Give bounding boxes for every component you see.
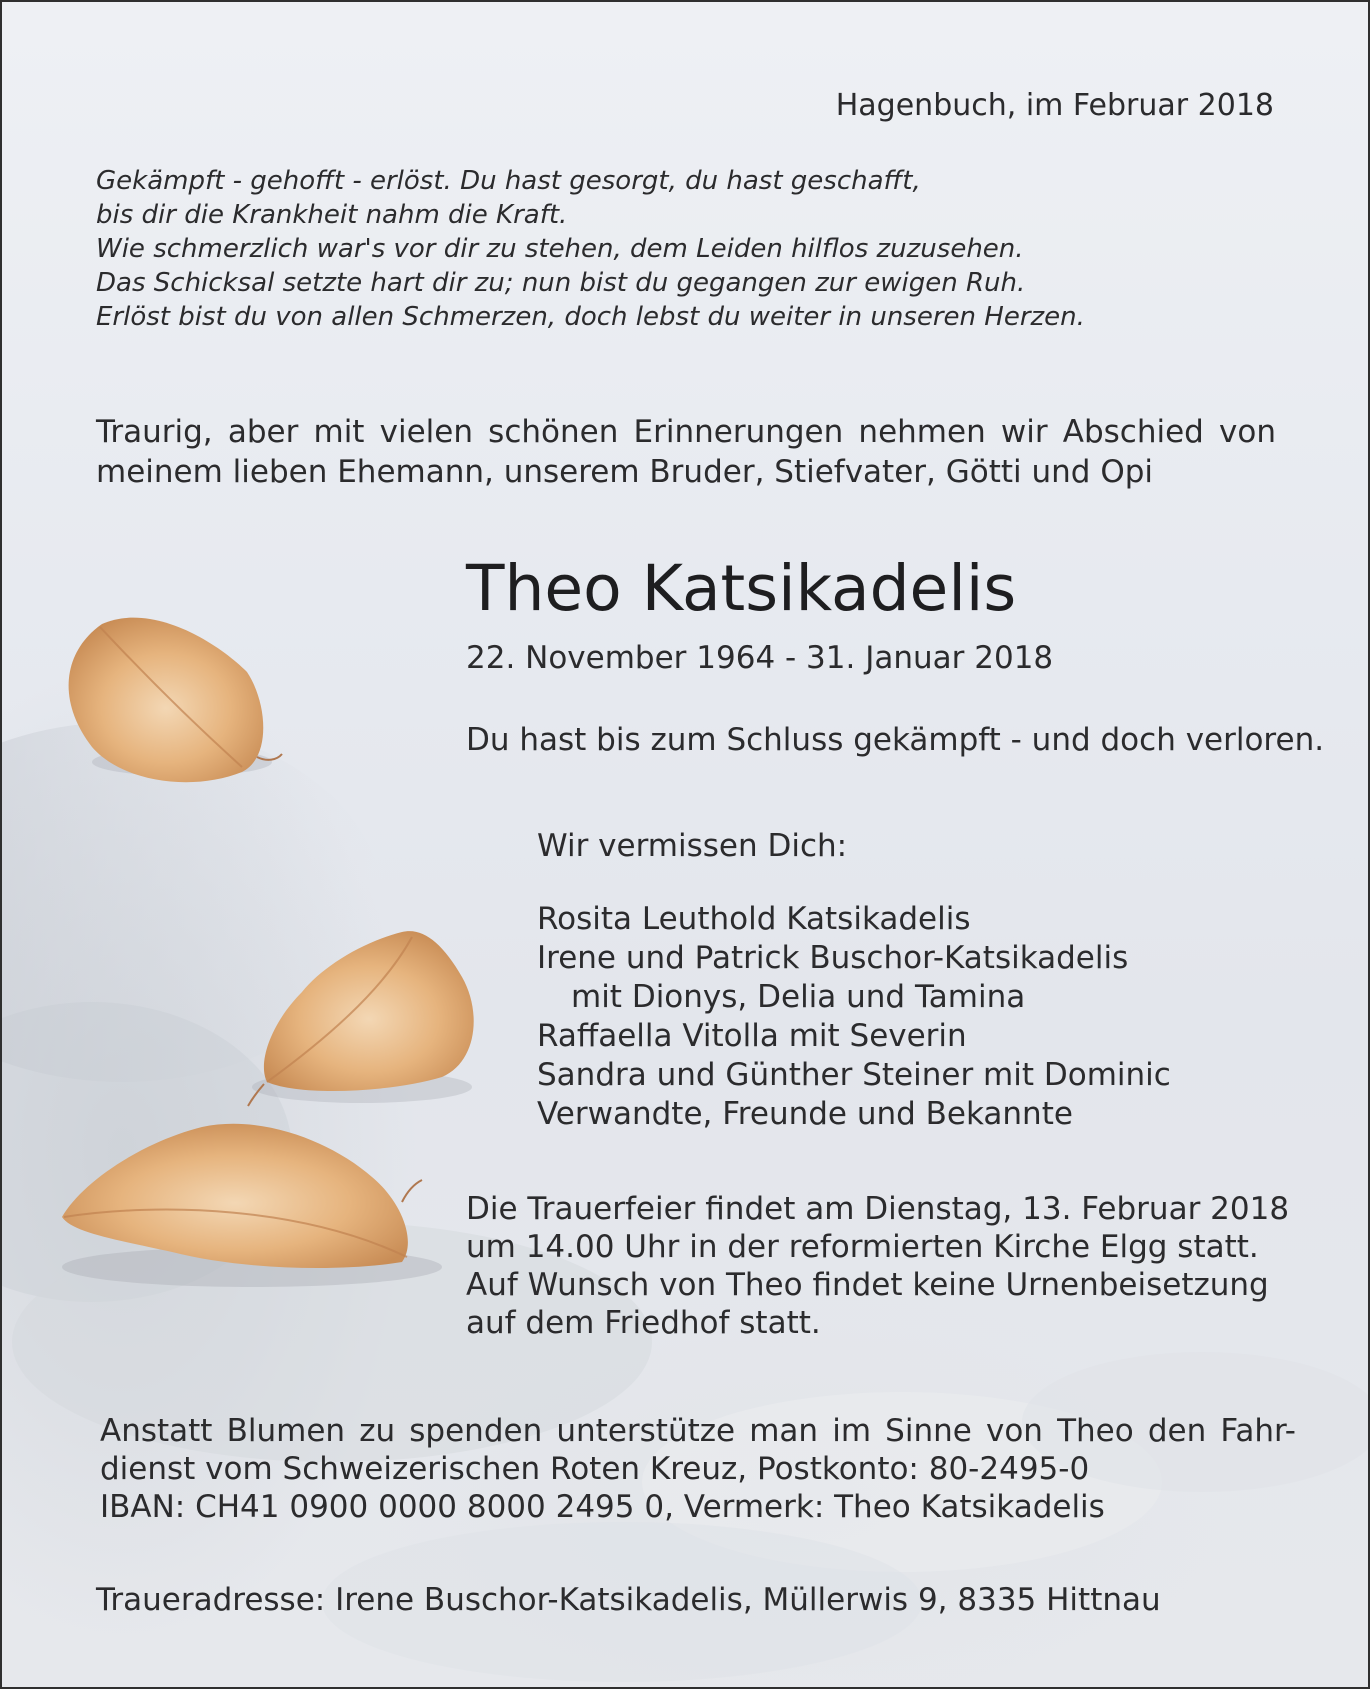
ceremony-line: auf dem Friedhof statt.	[466, 1305, 821, 1341]
poem-line: bis dir die Krankheit nahm die Kraft.	[96, 200, 568, 230]
leaf-1-icon	[69, 618, 282, 783]
farewell-quote: Du hast bis zum Schluss gekämpft - und doch verloren.	[466, 722, 1325, 758]
mourner-line: mit Dionys, Delia und Tamina	[571, 979, 1026, 1015]
intro-line: Traurig, aber mit vielen schönen Erinnerungen nehmen wir Abschied von	[96, 414, 1276, 450]
poem-line: Das Schicksal setzte hart dir zu; nun bist du gegangen zur ewigen Ruh.	[96, 268, 1026, 298]
intro-text	[96, 412, 1276, 492]
ceremony-info	[466, 1190, 1289, 1342]
mourners-heading: Wir vermissen Dich:	[537, 828, 848, 864]
ceremony-line: Auf Wunsch von Theo findet keine Urnenbeisetzung	[466, 1267, 1269, 1303]
donation-info	[100, 1412, 1296, 1526]
ceremony-line: um 14.00 Uhr in der reformierten Kirche Elgg statt.	[466, 1229, 1259, 1265]
mourner-line: Irene und Patrick Buschor-Katsikadelis	[537, 940, 1129, 976]
mourner-line: Verwandte, Freunde und Bekannte	[537, 1096, 1073, 1132]
deceased-name: Theo Katsikadelis	[466, 552, 1017, 625]
mourners-list	[537, 900, 1171, 1134]
donation-line: dienst vom Schweizerischen Roten Kreuz, Postkonto: 80-2495-0	[100, 1451, 1090, 1487]
life-dates: 22. November 1964 - 31. Januar 2018	[466, 640, 1054, 676]
mourner-line: Rosita Leuthold Katsikadelis	[537, 901, 971, 937]
poem-line: Gekämpft - gehofft - erlöst. Du hast gesorgt, du hast geschafft,	[96, 166, 921, 196]
intro-line: meinem lieben Ehemann, unserem Bruder, Stiefvater, Götti und Opi	[96, 454, 1154, 490]
donation-line: Anstatt Blumen zu spenden unterstütze man im Sinne von Theo den Fahr-	[100, 1413, 1296, 1449]
donation-line: IBAN: CH41 0900 0000 8000 2495 0, Vermerk: Theo Katsikadelis	[100, 1489, 1105, 1525]
poem-line: Erlöst bist du von allen Schmerzen, doch lebst du weiter in unseren Herzen.	[96, 302, 1085, 332]
poem	[96, 164, 1085, 334]
mourner-line: Raffaella Vitolla mit Severin	[537, 1018, 967, 1054]
mourner-line: Sandra und Günther Steiner mit Dominic	[537, 1057, 1171, 1093]
mourning-address: Traueradresse: Irene Buschor-Katsikadelis, Müllerwis 9, 8335 Hittnau	[96, 1582, 1161, 1618]
place-date: Hagenbuch, im Februar 2018	[835, 88, 1274, 123]
ceremony-line: Die Trauerfeier findet am Dienstag, 13. Februar 2018	[466, 1191, 1290, 1227]
poem-line: Wie schmerzlich war's vor dir zu stehen, dem Leiden hilflos zuzusehen.	[96, 234, 1024, 264]
